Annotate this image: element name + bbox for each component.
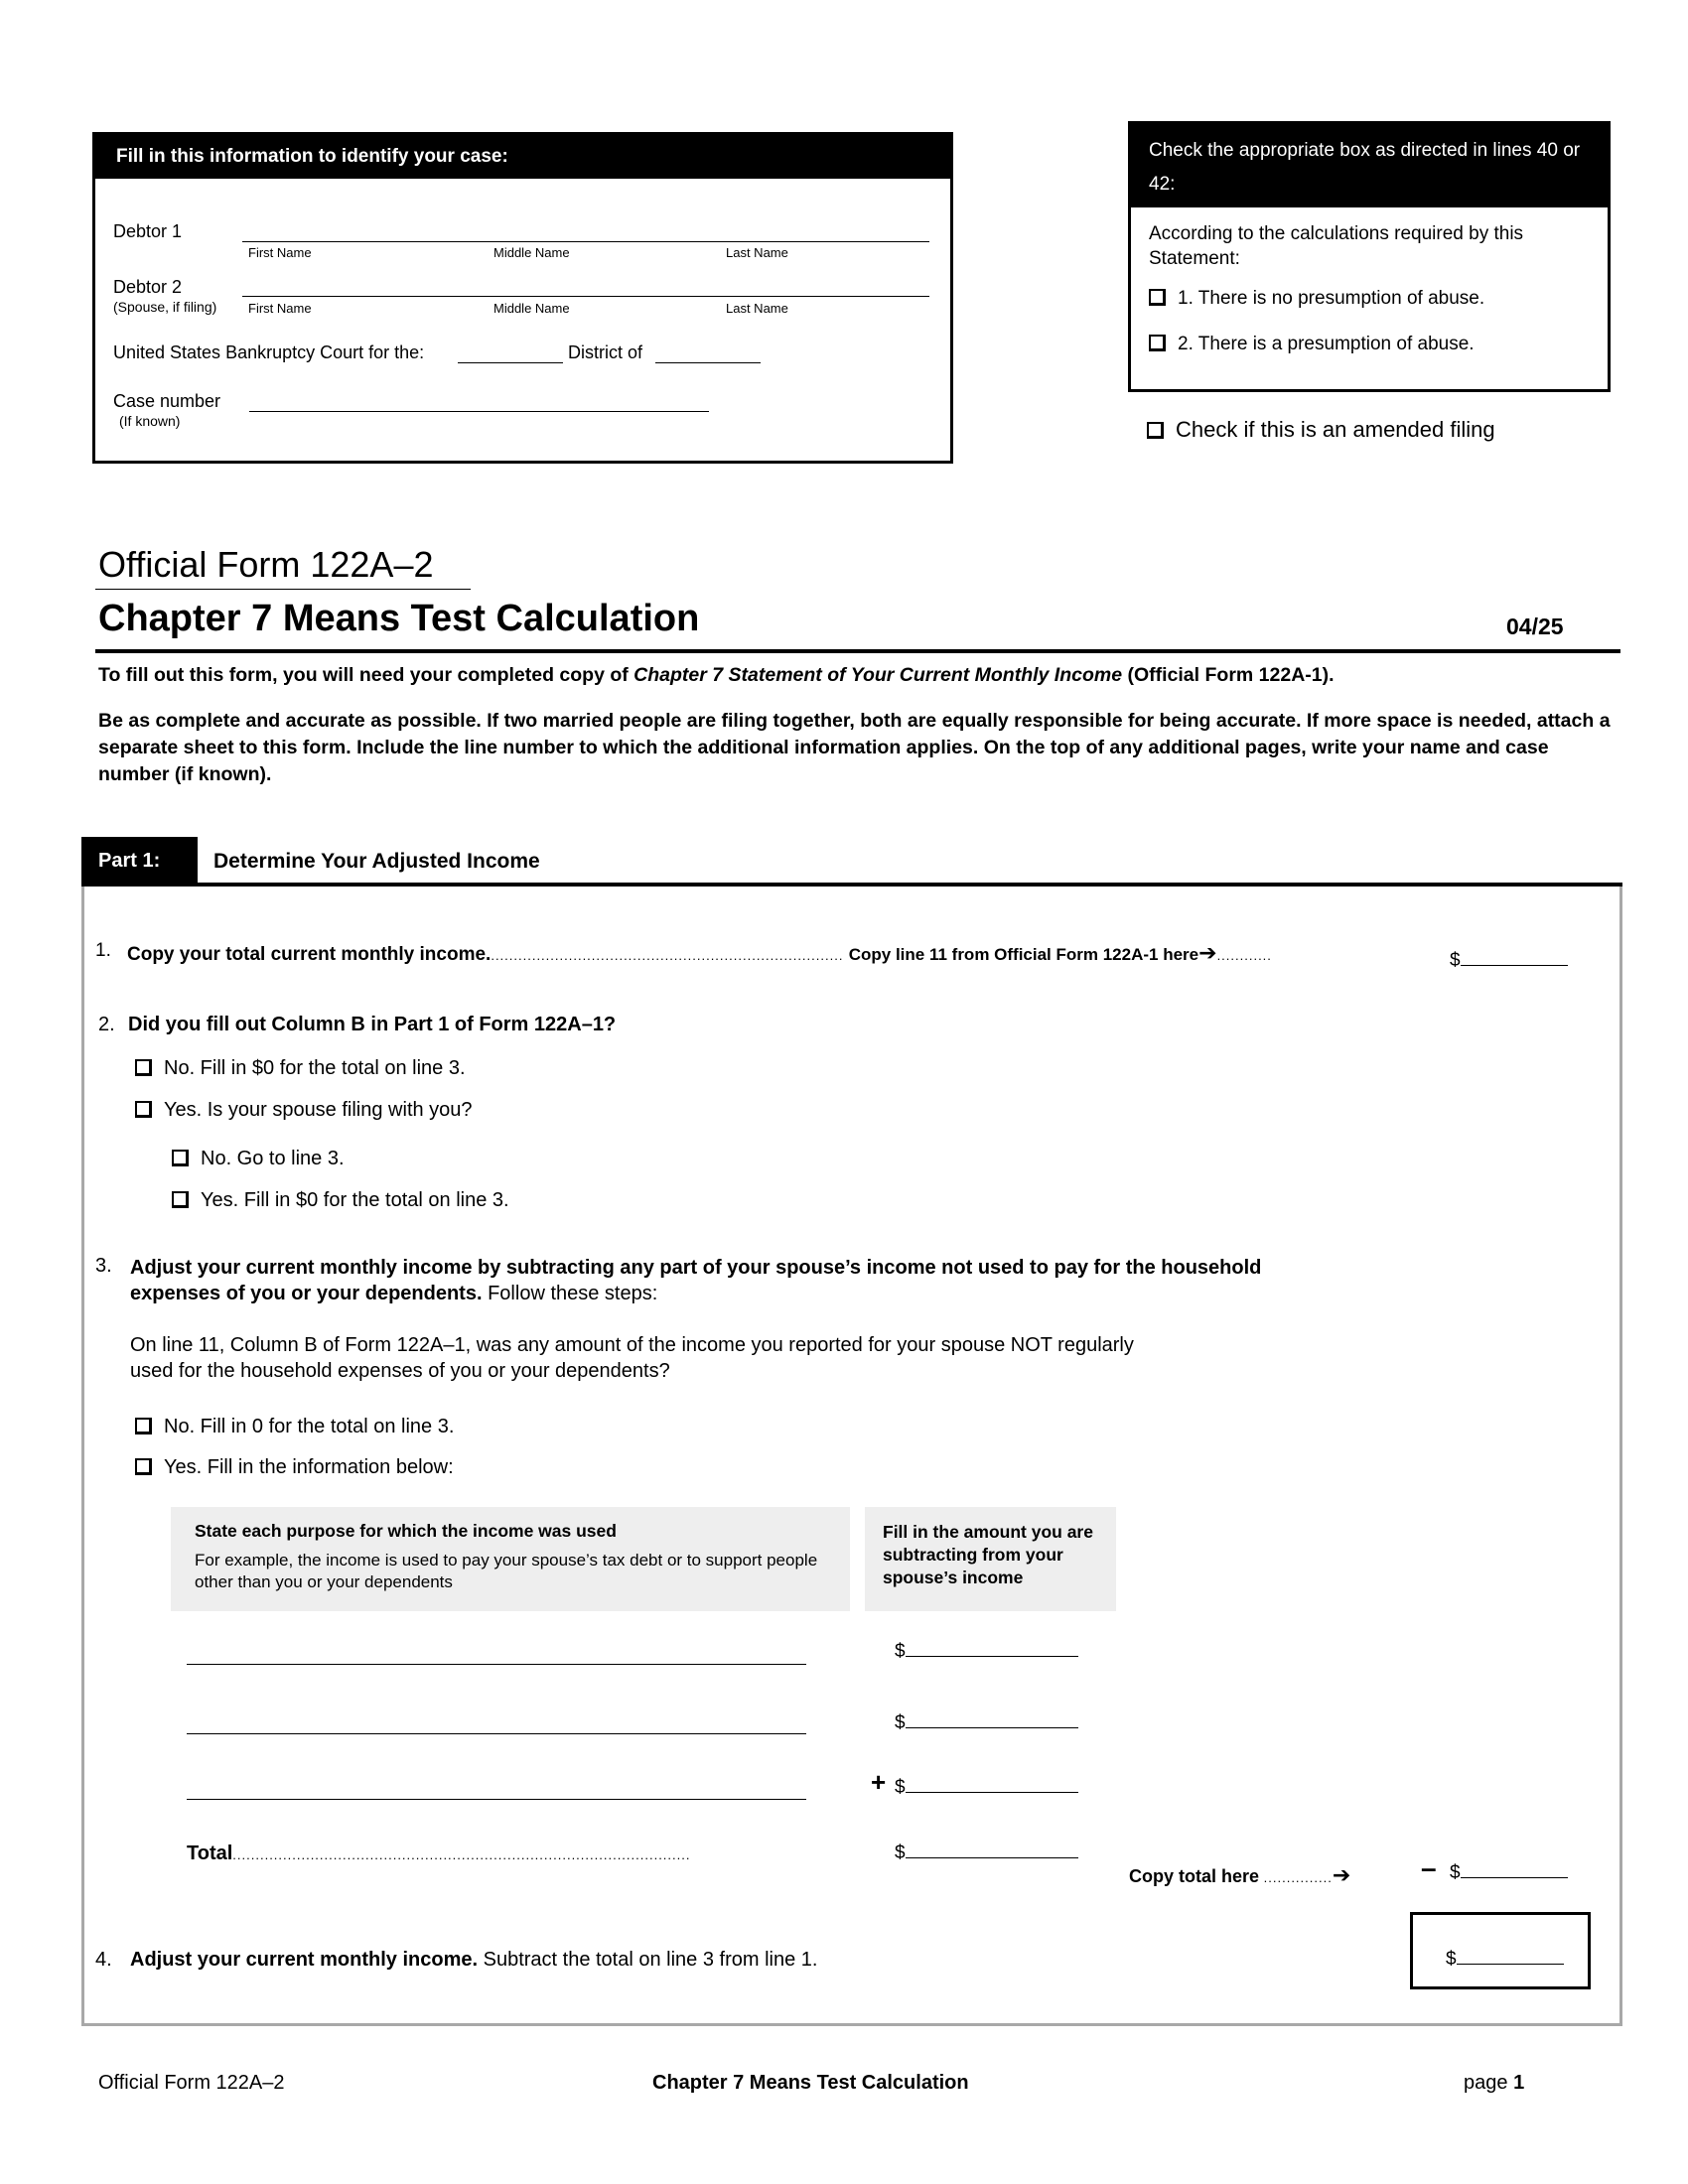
line2-number: 2. xyxy=(98,1014,115,1035)
debtor2-label: Debtor 2 xyxy=(113,277,183,297)
district-field[interactable] xyxy=(655,362,761,363)
line2-spouse-no-checkbox[interactable] xyxy=(172,1150,189,1166)
case-info-box xyxy=(92,132,953,464)
debtor1-label: Debtor 1 xyxy=(113,221,183,241)
arrow-right-icon: ➔ xyxy=(1332,1862,1351,1887)
amended-filing-option: Check if this is an amended filing xyxy=(1147,417,1495,443)
court-label: United States Bankruptcy Court for the: xyxy=(113,342,425,362)
case-info-header: Fill in this information to identify your case: xyxy=(95,135,950,179)
debtor1-first-name-label: First Name xyxy=(248,245,312,260)
line2-option-no: No. Fill in $0 for the total on line 3. xyxy=(135,1057,466,1080)
page-title: Chapter 7 Means Test Calculation xyxy=(98,598,700,639)
court-field[interactable] xyxy=(458,362,563,363)
purpose-field-3[interactable] xyxy=(187,1799,806,1800)
debtor2-middle-name-label: Middle Name xyxy=(493,301,570,316)
form-name: Official Form 122A–2 xyxy=(98,544,434,585)
presumption-option-2: 2. There is a presumption of abuse. xyxy=(1131,310,1608,355)
debtor2-last-name-label: Last Name xyxy=(726,301,788,316)
presumption-option-1: 1. There is no presumption of abuse. xyxy=(1131,271,1608,310)
line3-no-checkbox[interactable] xyxy=(135,1418,152,1434)
line1-number: 1. xyxy=(95,940,111,961)
form-name-underline xyxy=(95,589,471,590)
line2-yes-checkbox[interactable] xyxy=(135,1101,152,1118)
footer-form-name: Official Form 122A–2 xyxy=(98,2072,285,2094)
line3-option-yes: Yes. Fill in the information below: xyxy=(135,1456,454,1479)
title-rule xyxy=(95,649,1620,653)
amount-field-2[interactable]: $ xyxy=(895,1712,1078,1734)
line2-question: Did you fill out Column B in Part 1 of Form 122A–1? xyxy=(128,1014,617,1035)
amended-filing-checkbox[interactable] xyxy=(1147,422,1164,439)
plus-sign: + xyxy=(871,1767,887,1797)
line4-number: 4. xyxy=(95,1949,112,1971)
presumption-checkbox[interactable] xyxy=(1149,335,1166,351)
total-amount-field[interactable]: $ xyxy=(895,1843,1078,1864)
line3-heading: Adjust your current monthly income by subtracting any part of your spouse’s income not used to pay for the household expenses of you or your dependents. Follow these steps: xyxy=(130,1257,1262,1304)
copy-total-row: Copy total here ...............➔ xyxy=(1129,1862,1351,1887)
amount-field-3[interactable]: $ xyxy=(895,1777,1078,1799)
debtor1-middle-name-label: Middle Name xyxy=(493,245,570,260)
footer-title: Chapter 7 Means Test Calculation xyxy=(652,2072,969,2094)
part1-tag: Part 1: xyxy=(81,837,198,885)
purpose-column-header: State each purpose for which the income was used For example, the income is used to pay your spouse’s tax debt or to support people other than you or your dependents xyxy=(171,1507,850,1611)
purpose-field-1[interactable] xyxy=(187,1664,806,1665)
minus-sign: – xyxy=(1421,1852,1437,1883)
line4-amount-box[interactable]: $ xyxy=(1410,1912,1591,1989)
debtor1-last-name-label: Last Name xyxy=(726,245,788,260)
amount-field-1[interactable]: $ xyxy=(895,1641,1078,1663)
total-row: Total.................................................................................................... xyxy=(187,1843,691,1864)
form-date: 04/25 xyxy=(1506,614,1564,639)
intro-paragraph-1: To fill out this form, you will need your completed copy of Chapter 7 Statement of Your Current Monthly Income (Official Form 122A-1). xyxy=(98,664,1335,686)
debtor2-sublabel: (Spouse, if filing) xyxy=(113,299,217,315)
line3-option-no: No. Fill in 0 for the total on line 3. xyxy=(135,1416,454,1438)
line3-number: 3. xyxy=(95,1255,112,1277)
arrow-right-icon: ➔ xyxy=(1198,940,1217,965)
line2-suboption-yes: Yes. Fill in $0 for the total on line 3. xyxy=(172,1189,509,1212)
line2-no-checkbox[interactable] xyxy=(135,1059,152,1076)
no-presumption-checkbox[interactable] xyxy=(1149,289,1166,306)
line2-spouse-yes-checkbox[interactable] xyxy=(172,1191,189,1208)
purpose-field-2[interactable] xyxy=(187,1733,806,1734)
case-number-field[interactable] xyxy=(249,411,709,412)
line3-total-amount[interactable]: $ xyxy=(1450,1862,1568,1884)
debtor2-name-field[interactable] xyxy=(242,296,929,297)
intro-paragraph-2: Be as complete and accurate as possible. If two married people are filing together, both are equally responsible for being accurate. If more space is needed, attach a separate sheet to this form. Include the line number to which the additional information applies. On the top of any additional pages, write your name and case number (if known). xyxy=(98,710,1611,785)
footer-page: page 1 xyxy=(1464,2072,1525,2094)
case-number-sublabel: (If known) xyxy=(119,413,181,429)
line3-yes-checkbox[interactable] xyxy=(135,1458,152,1475)
amount-column-header: Fill in the amount you are subtracting from your spouse’s income xyxy=(865,1507,1116,1611)
district-label: District of xyxy=(568,342,643,362)
part1-title: Determine Your Adjusted Income xyxy=(213,850,540,873)
presumption-box xyxy=(1128,121,1611,392)
debtor2-first-name-label: First Name xyxy=(248,301,312,316)
line2-suboption-no: No. Go to line 3. xyxy=(172,1148,345,1170)
line1-row: Copy your total current monthly income.............................................................................. Copy line 11 from Official Form 122A-1 here➔............ xyxy=(127,940,1272,965)
case-number-label: Case number xyxy=(113,391,221,411)
line3-question: On line 11, Column B of Form 122A–1, was any amount of the income you reported for your spouse NOT regularly used for the household expenses of you or your dependents? xyxy=(130,1334,1134,1382)
presumption-intro: According to the calculations required by this Statement: xyxy=(1149,223,1524,269)
debtor1-name-field[interactable] xyxy=(242,241,929,242)
presumption-header: Check the appropriate box as directed in lines 40 or 42: xyxy=(1131,124,1608,207)
line1-amount[interactable]: $ xyxy=(1450,950,1568,972)
line2-option-yes: Yes. Is your spouse filing with you? xyxy=(135,1099,473,1122)
line4-text: Adjust your current monthly income. Subtract the total on line 3 from line 1. xyxy=(130,1949,818,1971)
